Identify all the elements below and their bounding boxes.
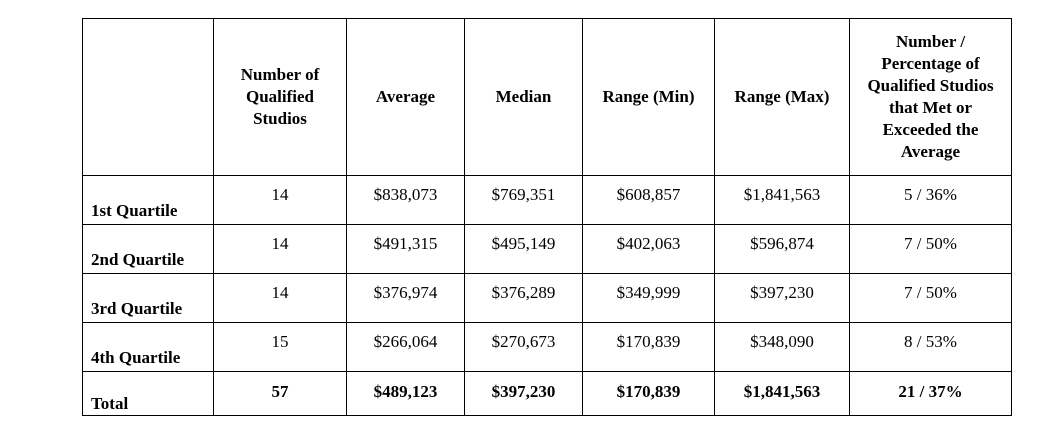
table-row-3rd-quartile: [83, 274, 1012, 323]
cell-average: $489,123: [347, 372, 465, 416]
cell-range-max: $1,841,563: [715, 176, 850, 225]
header-number-of-qualified-studios: [214, 19, 347, 176]
cell-met: 7 / 50%: [850, 274, 1012, 323]
cell-met: 7 / 50%: [850, 225, 1012, 274]
header-line: Average: [900, 142, 961, 161]
table-row-4th-quartile: [83, 323, 1012, 372]
header-line: Number /: [895, 32, 966, 51]
header-line: Studios: [253, 109, 307, 128]
header-row: [83, 19, 1012, 176]
cell-range-min: $608,857: [583, 176, 715, 225]
cell-median: $769,351: [465, 176, 583, 225]
table-row-1st-quartile: [83, 176, 1012, 225]
cell-average: $266,064: [347, 323, 465, 372]
header-average: Average: [347, 19, 465, 176]
row-label: 1st Quartile: [83, 176, 214, 225]
cell-range-max: $596,874: [715, 225, 850, 274]
cell-count: 57: [214, 372, 347, 416]
header-line: that Met or: [888, 98, 973, 117]
header-line: Qualified Studios: [867, 76, 994, 95]
table-row-total: [83, 372, 1012, 416]
header-range-max: Range (Max): [715, 19, 850, 176]
row-label: 3rd Quartile: [83, 274, 214, 323]
cell-range-max: $1,841,563: [715, 372, 850, 416]
row-label: 4th Quartile: [83, 323, 214, 372]
header-median: Median: [465, 19, 583, 176]
cell-median: $495,149: [465, 225, 583, 274]
cell-average: $491,315: [347, 225, 465, 274]
cell-range-min: $170,839: [583, 323, 715, 372]
cell-met: 5 / 36%: [850, 176, 1012, 225]
cell-range-min: $349,999: [583, 274, 715, 323]
header-line: Number of: [240, 65, 320, 84]
cell-count: 14: [214, 176, 347, 225]
cell-met: 8 / 53%: [850, 323, 1012, 372]
cell-average: $376,974: [347, 274, 465, 323]
cell-range-max: $348,090: [715, 323, 850, 372]
header-blank-cell: [83, 19, 214, 176]
cell-count: 14: [214, 225, 347, 274]
cell-median: $397,230: [465, 372, 583, 416]
cell-met: 21 / 37%: [850, 372, 1012, 416]
cell-count: 14: [214, 274, 347, 323]
cell-range-max: $397,230: [715, 274, 850, 323]
header-line: Qualified: [245, 87, 314, 106]
header-line: Percentage of: [881, 54, 980, 73]
cell-median: $376,289: [465, 274, 583, 323]
cell-range-min: $402,063: [583, 225, 715, 274]
cell-count: 15: [214, 323, 347, 372]
row-label: Total: [83, 372, 214, 416]
cell-median: $270,673: [465, 323, 583, 372]
header-range-min: Range (Min): [583, 19, 715, 176]
cell-average: $838,073: [347, 176, 465, 225]
table-row-2nd-quartile: [83, 225, 1012, 274]
row-label: 2nd Quartile: [83, 225, 214, 274]
header-met-or-exceeded: [850, 19, 1012, 176]
quartile-statistics-table: [82, 18, 1012, 416]
cell-range-min: $170,839: [583, 372, 715, 416]
header-line: Exceeded the: [882, 120, 979, 139]
